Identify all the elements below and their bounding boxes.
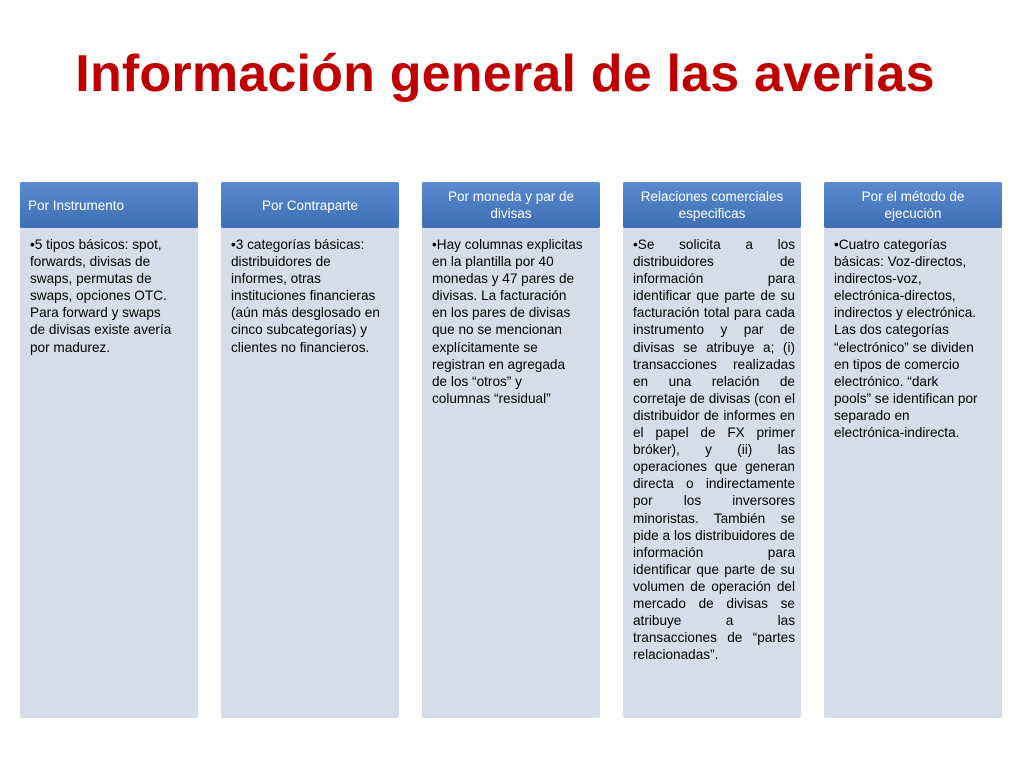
column-header: Por Instrumento (20, 182, 198, 228)
column-header: Relaciones comerciales especificas (623, 182, 801, 228)
slide-title: Información general de las averias (75, 45, 935, 103)
column-header: Por moneda y par de divisas (422, 182, 600, 228)
column-body: •5 tipos básicos: spot, forwards, divisas de swaps, permutas de swaps, opciones OTC. Para forward y swaps de divisas existe avería por madurez. (30, 237, 172, 355)
column-por-instrumento (20, 182, 198, 718)
column-metodo-ejecucion (824, 182, 1002, 718)
column-header: Por Contraparte (221, 182, 399, 228)
column-body: •Hay columnas explicitas en la plantilla por 40 monedas y 47 pares de divisas. La facturación en los pares de divisas que no se mencionan explícitamente se registran en agregada de los “otros” y columnas “residual” (432, 237, 583, 406)
column-header: Por el método de ejecución (824, 182, 1002, 228)
column-por-moneda (422, 182, 600, 718)
column-por-contraparte (221, 182, 399, 718)
column-body: •3 categorías básicas: distribuidores de informes, otras instituciones financieras (aún más desglosado en cinco subcategorías) y clientes no financieros. (231, 237, 380, 355)
column-body: •Se solicita a los distribuidores de información para identificar que parte de su facturación total para cada instrumento y par de divisas se atribuye a; (i) transacciones realizadas en una relación de corretaje de divisas (con el distribuidor de informes en el papel de FX primer bróker), y (ii) las operaciones que generan directa o indirectamente por los inversores minoristas. También se pide a los distribuidores de información para identificar que parte de su volumen de operación del mercado de divisas se atribuye a las transacciones de “partes relacionadas”. (633, 237, 795, 663)
column-body: •Cuatro categorías básicas: Voz-directos, indirectos-voz, electrónica-directos, indirectos y electrónica. Las dos categorías “electrónico” se dividen en tipos de comercio electrónico. “dark pools” se identifican por separado en electrónica-indirecta. (834, 237, 978, 441)
column-relaciones-comerciales (623, 182, 801, 718)
